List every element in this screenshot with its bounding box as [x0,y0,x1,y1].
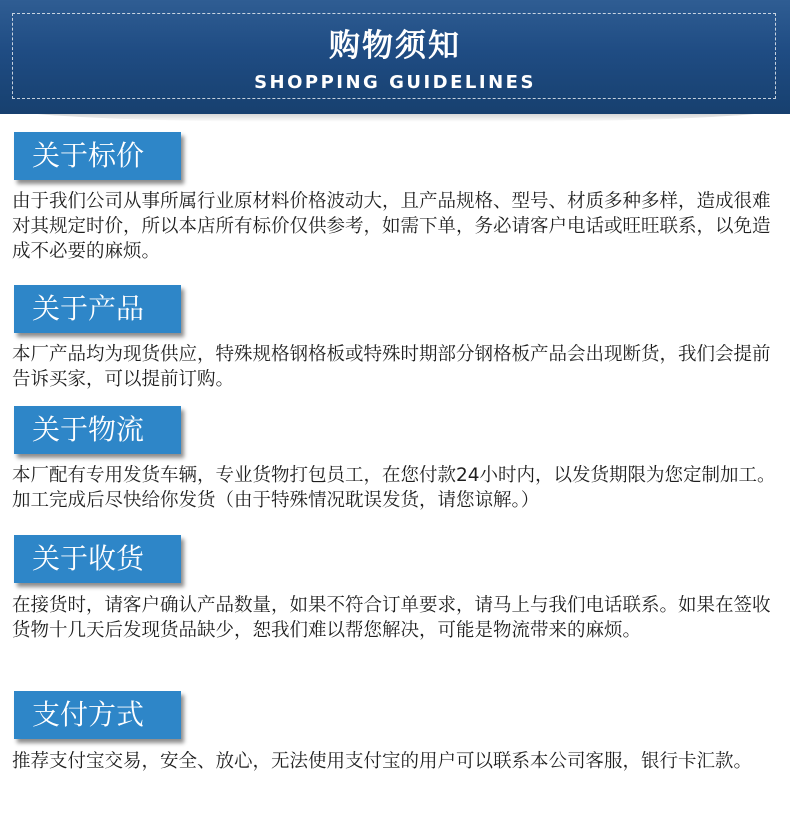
section-heading-products: 关于产品 [14,285,181,333]
section-text-products: 本厂产品均为现货供应，特殊规格钢格板或特殊时期部分钢格板产品会出现断货，我们会提前告诉买家，可以提前订购。 [12,344,771,390]
section-heading-logistics: 关于物流 [14,406,181,454]
section-heading-receiving: 关于收货 [14,535,181,583]
section-text-pricing: 由于我们公司从事所属行业原材料价格波动大，且产品规格、型号、材质多种多样，造成很难对其规定时价，所以本店所有标价仅供参考，如需下单，务必请客户电话或旺旺联系，以免造成不必要的麻烦。 [12,191,771,262]
page-title: 购物须知 [329,28,461,64]
section-text-receiving: 在接货时，请客户确认产品数量，如果不符合订单要求，请马上与我们电话联系。如果在签收货物十几天后发现货品缺少，恕我们难以帮您解决，可能是物流带来的麻烦。 [12,595,771,641]
section-heading-pricing: 关于标价 [14,132,181,180]
header-banner [0,0,790,114]
section-heading-payment: 支付方式 [14,691,181,739]
section-text-logistics: 本厂配有专用发货车辆，专业货物打包员工，在您付款24小时内，以发货期限为您定制加工。加工完成后尽快给你发货（由于特殊情况耽误发货，请您谅解。） [12,465,776,511]
page-subtitle: SHOPPING GUIDELINES [254,72,536,93]
section-text-payment: 推荐支付宝交易，安全、放心，无法使用支付宝的用户可以联系本公司客服，银行卡汇款。 [12,751,753,772]
